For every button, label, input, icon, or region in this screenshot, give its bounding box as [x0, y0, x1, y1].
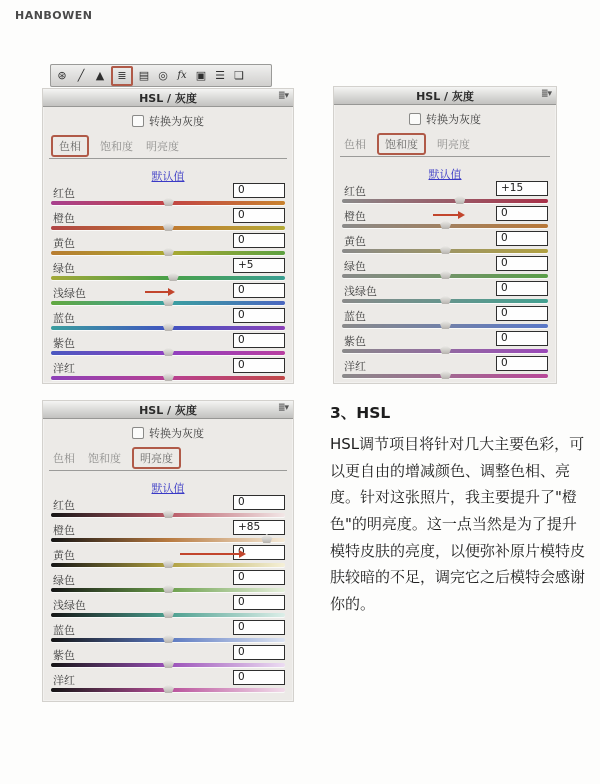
sliders: [51, 183, 285, 383]
slider-row-洋红: [51, 670, 285, 695]
slider-row-橙色: [51, 208, 285, 233]
basic-icon[interactable]: ⊛: [57, 69, 67, 82]
slider-value-field[interactable]: 0: [233, 233, 285, 248]
slider-label: 洋红: [53, 674, 75, 687]
slider-value-field[interactable]: 0: [233, 308, 285, 323]
slider-row-绿色: [342, 256, 548, 281]
annotation-arrow-icon: [145, 291, 169, 293]
tab-色相[interactable]: 色相: [51, 135, 89, 157]
slider-row-蓝色: [342, 306, 548, 331]
detail-icon[interactable]: ▲: [95, 69, 105, 82]
slider-label: 红色: [53, 499, 75, 512]
tab-色相[interactable]: 色相: [344, 138, 366, 151]
hsl-grayscale-icon[interactable]: ≣: [117, 69, 127, 82]
slider-thumb[interactable]: [440, 270, 451, 279]
slider-label: 绿色: [53, 262, 75, 275]
tabs-row: [49, 135, 287, 159]
grayscale-checkbox[interactable]: [132, 115, 144, 127]
panel-titlebar: [334, 87, 556, 105]
slider-thumb[interactable]: [440, 220, 451, 229]
slider-label: 红色: [344, 185, 366, 198]
slider-row-紫色: [51, 645, 285, 670]
presets-icon[interactable]: ☰: [215, 69, 225, 82]
tabs-row: [340, 133, 550, 157]
defaults-row: [334, 163, 556, 181]
split-toning-icon[interactable]: ▤: [138, 69, 150, 82]
tabs-row: [49, 447, 287, 471]
slider-thumb[interactable]: [163, 684, 174, 693]
slider-row-红色: [51, 183, 285, 208]
slider-value-field[interactable]: 0: [496, 231, 548, 246]
slider-value-field[interactable]: 0: [233, 358, 285, 373]
slider-value-field[interactable]: 0: [233, 620, 285, 635]
slider-thumb[interactable]: [440, 295, 451, 304]
tab-饱和度[interactable]: 饱和度: [88, 452, 121, 465]
slider-value-field[interactable]: +85: [233, 520, 285, 535]
slider-value-field[interactable]: 0: [233, 283, 285, 298]
slider-thumb[interactable]: [163, 322, 174, 331]
slider-track[interactable]: [51, 538, 285, 542]
tone-curve-icon[interactable]: ╱: [77, 69, 85, 82]
slider-row-洋红: [51, 358, 285, 383]
slider-value-field[interactable]: 0: [233, 183, 285, 198]
slider-value-field[interactable]: 0: [233, 495, 285, 510]
hsl-panel-saturation: [333, 86, 557, 384]
slider-thumb[interactable]: [163, 297, 174, 306]
slider-label: 浅绿色: [344, 285, 377, 298]
slider-thumb[interactable]: [163, 609, 174, 618]
annotation-arrow-icon: [180, 553, 240, 555]
defaults-row: [43, 477, 293, 495]
slider-row-蓝色: [51, 620, 285, 645]
hsl-panel-hue: [42, 88, 294, 384]
slider-label: 紫色: [53, 337, 75, 350]
slider-thumb[interactable]: [163, 634, 174, 643]
grayscale-checkbox[interactable]: [409, 113, 421, 125]
article-heading: 3、HSL: [330, 404, 391, 422]
grayscale-checkbox-label: 转换为灰度: [149, 115, 204, 128]
panel-titlebar: [43, 89, 293, 107]
defaults-row: [43, 165, 293, 183]
slider-label: 紫色: [53, 649, 75, 662]
tab-饱和度[interactable]: 饱和度: [100, 140, 133, 153]
slider-label: 洋红: [344, 360, 366, 373]
slider-value-field[interactable]: 0: [496, 306, 548, 321]
slider-thumb[interactable]: [168, 272, 179, 281]
snapshots-icon[interactable]: ❏: [234, 69, 244, 82]
panel-menu-icon[interactable]: ≣▾: [277, 403, 288, 413]
slider-label: 橙色: [53, 524, 75, 537]
slider-thumb[interactable]: [163, 659, 174, 668]
tab-明亮度[interactable]: 明亮度: [437, 138, 470, 151]
slider-row-浅绿色: [342, 281, 548, 306]
defaults-link[interactable]: 默认值: [428, 168, 462, 181]
slider-label: 橙色: [344, 210, 366, 223]
sliders: [342, 181, 548, 381]
slider-label: 橙色: [53, 212, 75, 225]
acr-toolbar: [50, 64, 272, 87]
slider-label: 绿色: [53, 574, 75, 587]
slider-row-橙色: [51, 520, 285, 545]
slider-row-蓝色: [51, 308, 285, 333]
grayscale-checkbox[interactable]: [132, 427, 144, 439]
slider-label: 洋红: [53, 362, 75, 375]
slider-thumb[interactable]: [440, 370, 451, 379]
slider-label: 红色: [53, 187, 75, 200]
slider-value-field[interactable]: 0: [233, 645, 285, 660]
slider-value-field[interactable]: +5: [233, 258, 285, 273]
article-paragraph: HSL调节项目将针对几大主要色彩，可以更自由的增减颜色、调整色相、亮度。针对这张照片，我主要提升了"橙色"的明亮度。这一点当然是为了提升模特皮肤的亮度，以便弥补原片模特皮肤较暗的不足，调完它之后模特会感谢你的。: [330, 435, 586, 614]
convert-grayscale-row: [43, 426, 293, 440]
slider-label: 蓝色: [53, 624, 75, 637]
slider-row-绿色: [51, 570, 285, 595]
slider-row-红色: [51, 495, 285, 520]
watermark: HANBOWEN: [15, 9, 93, 22]
slider-track[interactable]: [342, 199, 548, 203]
slider-row-橙色: [342, 206, 548, 231]
grayscale-checkbox-label: 转换为灰度: [149, 427, 204, 440]
annotation-box: [111, 66, 133, 86]
slider-value-field[interactable]: 0: [233, 595, 285, 610]
slider-row-紫色: [51, 333, 285, 358]
slider-thumb[interactable]: [440, 345, 451, 354]
defaults-link[interactable]: 默认值: [151, 170, 185, 183]
slider-thumb[interactable]: [163, 347, 174, 356]
slider-row-紫色: [342, 331, 548, 356]
slider-thumb[interactable]: [163, 584, 174, 593]
slider-thumb[interactable]: [440, 245, 451, 254]
panel-title: HSL / 灰度: [416, 89, 474, 103]
slider-value-field[interactable]: 0: [496, 281, 548, 296]
hsl-panel-luminance: [42, 400, 294, 702]
slider-thumb[interactable]: [163, 197, 174, 206]
slider-value-field[interactable]: +15: [496, 181, 548, 196]
slider-row-红色: [342, 181, 548, 206]
slider-thumb[interactable]: [163, 509, 174, 518]
sliders: [51, 495, 285, 695]
tab-色相[interactable]: 色相: [53, 452, 75, 465]
effects-icon[interactable]: fx: [177, 69, 187, 81]
panel-title: HSL / 灰度: [139, 91, 197, 105]
slider-value-field[interactable]: 0: [496, 256, 548, 271]
slider-label: 蓝色: [53, 312, 75, 325]
convert-grayscale-row: [43, 114, 293, 128]
slider-label: 黄色: [344, 235, 366, 248]
slider-value-field[interactable]: 0: [496, 206, 548, 221]
tab-饱和度[interactable]: 饱和度: [377, 133, 426, 155]
slider-label: 黄色: [53, 549, 75, 562]
slider-thumb[interactable]: [454, 195, 465, 204]
slider-label: 绿色: [344, 260, 366, 273]
slider-value-field[interactable]: 0: [233, 208, 285, 223]
slider-row-浅绿色: [51, 595, 285, 620]
slider-thumb[interactable]: [163, 222, 174, 231]
slider-label: 蓝色: [344, 310, 366, 323]
convert-grayscale-row: [334, 112, 556, 126]
slider-thumb[interactable]: [440, 320, 451, 329]
panel-menu-icon[interactable]: ≣▾: [540, 89, 551, 99]
tab-明亮度[interactable]: 明亮度: [132, 447, 181, 469]
slider-thumb[interactable]: [261, 534, 272, 543]
slider-value-field[interactable]: 0: [496, 356, 548, 371]
slider-row-洋红: [342, 356, 548, 381]
panel-titlebar: [43, 401, 293, 419]
slider-row-绿色: [51, 258, 285, 283]
slider-row-浅绿色: [51, 283, 285, 308]
lens-corrections-icon[interactable]: ◎: [158, 69, 168, 82]
tab-明亮度[interactable]: 明亮度: [146, 140, 179, 153]
slider-row-黄色: [51, 233, 285, 258]
slider-label: 黄色: [53, 237, 75, 250]
slider-value-field[interactable]: 0: [496, 331, 548, 346]
panel-menu-icon[interactable]: ≣▾: [277, 91, 288, 101]
slider-thumb[interactable]: [163, 372, 174, 381]
slider-row-黄色: [51, 545, 285, 570]
slider-value-field[interactable]: 0: [233, 570, 285, 585]
article: [330, 401, 588, 618]
annotation-arrow-icon: [433, 214, 459, 216]
grayscale-checkbox-label: 转换为灰度: [426, 113, 481, 126]
slider-label: 浅绿色: [53, 599, 86, 612]
slider-thumb[interactable]: [163, 559, 174, 568]
slider-value-field[interactable]: 0: [233, 670, 285, 685]
slider-label: 浅绿色: [53, 287, 86, 300]
slider-value-field[interactable]: 0: [233, 333, 285, 348]
defaults-link[interactable]: 默认值: [151, 482, 185, 495]
slider-row-黄色: [342, 231, 548, 256]
panel-title: HSL / 灰度: [139, 403, 197, 417]
camera-calibration-icon[interactable]: ▣: [195, 69, 207, 82]
slider-label: 紫色: [344, 335, 366, 348]
slider-thumb[interactable]: [163, 247, 174, 256]
